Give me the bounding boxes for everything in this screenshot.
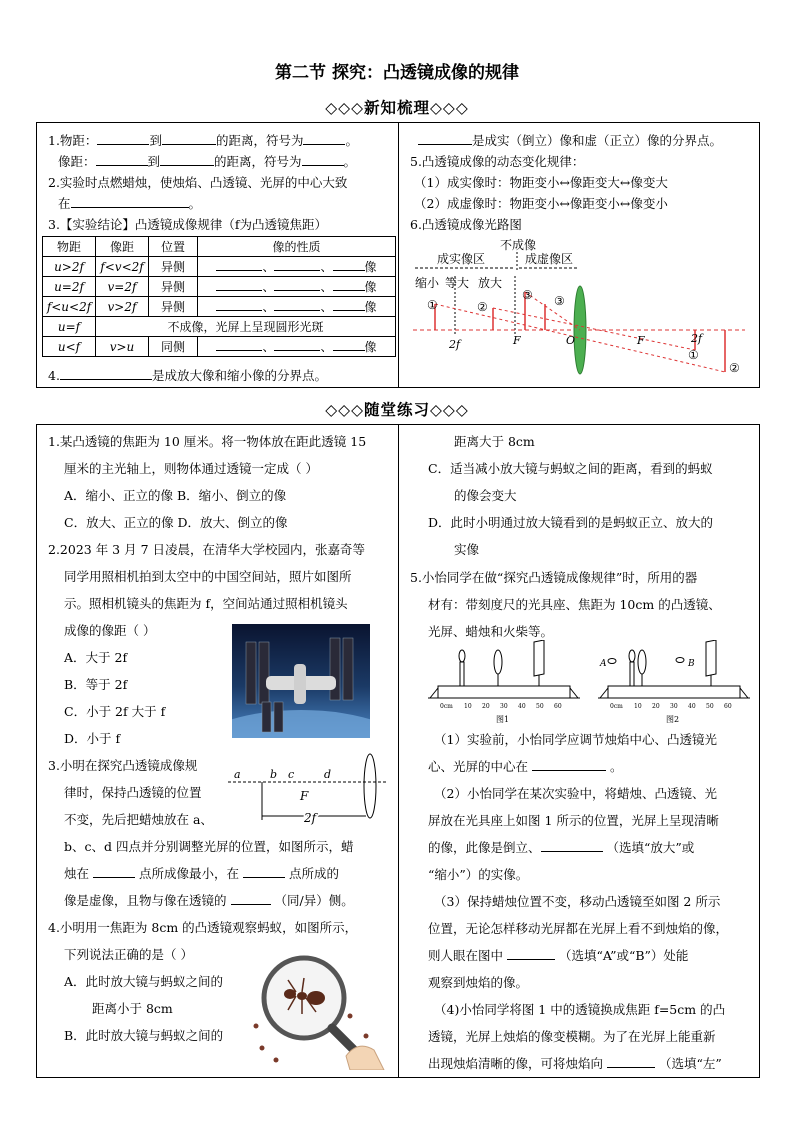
label-2f: 2f	[304, 811, 317, 825]
image-distance-label: 像距：	[58, 154, 96, 169]
header-image-property: 像的性质	[198, 237, 396, 257]
num-1: ①	[688, 348, 699, 362]
blank	[162, 132, 216, 145]
q5-4-fill	[428, 1050, 722, 1078]
table-row	[43, 257, 396, 277]
tick-label: 30	[500, 703, 508, 710]
cell-property	[198, 337, 396, 357]
blank	[333, 338, 365, 351]
text: 点所成像最小，在	[138, 866, 239, 881]
q5-3-line: （3）保持蜡烛位置不变，移动凸透镜至如图 2 所示	[434, 894, 721, 909]
table-row	[43, 277, 396, 297]
equal-label: 等大	[445, 276, 470, 290]
text: 则人眼在图中	[428, 948, 504, 963]
period: 。	[345, 133, 358, 148]
knowledge-line-3: 3.【实验结论】凸透镜成像规律（f为凸透镜焦距）	[48, 217, 328, 232]
answer-blank[interactable]	[532, 758, 606, 771]
q4-option: 实像	[454, 542, 480, 557]
header-object-distance: 物距	[43, 237, 96, 257]
answer-blank[interactable]	[243, 865, 285, 878]
q5-1-fill	[428, 753, 623, 781]
text: 像是虚像，且物与像在透镜的	[64, 893, 227, 908]
blank	[160, 153, 214, 166]
bench-leg	[600, 688, 608, 698]
sep: 、	[262, 260, 275, 274]
tick-label: 50	[536, 703, 544, 710]
num-1: ①	[427, 298, 438, 312]
q2-line: 同学用照相机拍到太空中的中国空间站，照片如图所	[64, 569, 352, 584]
imaging-rules-table	[42, 236, 396, 357]
figure-1	[428, 640, 580, 724]
q1-option: C．放大、正立的像 D．放大、倒立的像	[64, 515, 288, 530]
cell-property	[198, 277, 396, 297]
blank	[274, 338, 320, 351]
blank	[216, 258, 262, 271]
table-row	[43, 317, 396, 337]
knowledge-divider	[398, 122, 399, 387]
num-3: ③	[522, 288, 533, 302]
text: （选填“放大”或	[606, 840, 695, 855]
q2-line: 成像的像距（ ）	[64, 623, 156, 638]
flame-icon	[629, 650, 635, 662]
magnifier-ant-image	[246, 952, 392, 1070]
bench-leg	[740, 688, 748, 698]
knowledge-right-6: 6.凸透镜成像光路图	[410, 217, 522, 232]
sep: 、	[320, 300, 333, 314]
blank	[216, 338, 262, 351]
text: 烛在	[64, 866, 90, 881]
section-heading-knowledge: ◇◇◇新知梳理◇◇◇	[325, 99, 469, 117]
q1-line: 厘米的主光轴上，则物体通过透镜一定成（ ）	[64, 461, 318, 476]
boundary-real-virtual-text: 是成实（倒立）像和虚（正立）像的分界点。	[472, 133, 723, 148]
tick-label: 40	[688, 703, 696, 710]
blank	[333, 258, 365, 271]
tick-label: 60	[554, 703, 562, 710]
q2-line: 2.2023 年 3 月 7 日凌晨，在清华大学校园内，张嘉奇等	[48, 542, 366, 557]
num-2: ②	[477, 300, 488, 314]
object-distance-label: 1.物距：	[48, 133, 98, 148]
suffix: 像	[364, 280, 377, 294]
cell-merged: 不成像，光屏上呈现圆形光斑	[96, 317, 396, 337]
hand-icon	[346, 1046, 384, 1070]
q4-line: 下列说法正确的是（ ）	[64, 947, 193, 962]
knowledge-right-5a: （1）成实像时：物距变小↔像距变大↔像变大	[414, 175, 668, 190]
q4-option: A．此时放大镜与蚂蚁之间的	[64, 974, 224, 989]
q5-line: 材有：带刻度尺的光具座、焦距为 10cm 的凸透镜、	[428, 597, 721, 612]
blank	[216, 278, 262, 291]
cell-v: v=2f	[96, 277, 149, 297]
q5-2-line: 屏放在光具座上如图 1 所示的位置，光屏上呈现清晰	[428, 813, 719, 828]
cell-property	[198, 257, 396, 277]
tick-label: 10	[464, 703, 472, 710]
q5-1-line: （1）实验前，小怡同学应调节烛焰中心、凸透镜光	[434, 732, 717, 747]
answer-blank[interactable]	[607, 1055, 655, 1068]
blank	[60, 367, 152, 380]
point-b: b	[270, 768, 278, 781]
knowledge-line-4	[48, 367, 327, 385]
tick-label: 10	[634, 703, 642, 710]
q2-option: D．小于 f	[64, 731, 121, 746]
boundary-text: 是成放大像和缩小像的分界点。	[151, 368, 327, 383]
blank	[418, 132, 472, 145]
q5-2-line: “缩小”）的实像。	[428, 867, 529, 882]
ray	[525, 292, 580, 330]
answer-blank[interactable]	[93, 865, 135, 878]
section-heading-practice: ◇◇◇随堂练习◇◇◇	[325, 401, 469, 419]
text: （选填“A”或“B”）处能	[558, 948, 689, 963]
space-station-photo	[232, 624, 370, 738]
blank	[333, 298, 365, 311]
virtual-zone-label: 成虚像区	[525, 252, 574, 266]
real-zone-label: 成实像区	[437, 252, 486, 266]
bench-rail	[608, 686, 740, 698]
blank	[71, 195, 189, 208]
cell-property	[198, 297, 396, 317]
screen-icon	[706, 640, 716, 676]
q4-option: C．适当减小放大镜与蚂蚁之间的距离，看到的蚂蚁	[428, 461, 713, 476]
sep: 、	[320, 280, 333, 294]
q3-fill-line	[64, 860, 339, 888]
station-module-icon	[294, 664, 306, 704]
tick-label: 50	[706, 703, 714, 710]
knowledge-line-2: 2.实验时点燃蜡烛，使烛焰、凸透镜、光屏的中心大致	[48, 175, 348, 190]
bench-rail	[438, 686, 570, 698]
cell-pos: 异侧	[149, 297, 198, 317]
q4-option: 距离小于 8cm	[92, 1001, 173, 1016]
blank	[97, 132, 149, 145]
bench-leg	[430, 688, 438, 698]
label-O: O	[566, 334, 576, 347]
blank	[274, 278, 320, 291]
knowledge-right-1	[418, 132, 722, 150]
q3-line: 不变，先后把蜡烛放在 a、	[64, 812, 213, 827]
cell-u: u=f	[43, 317, 96, 337]
eye-icon	[608, 659, 616, 664]
blank	[302, 153, 344, 166]
ray	[493, 308, 695, 350]
at-text: 在	[58, 196, 71, 211]
lens-icon	[364, 754, 376, 818]
period: 。	[188, 196, 202, 211]
label-F: F	[637, 334, 645, 347]
eye-icon	[676, 658, 684, 663]
point-d: d	[324, 768, 332, 781]
candle-icon	[460, 662, 464, 686]
sep: 、	[320, 340, 333, 354]
header-position: 位置	[149, 237, 198, 257]
q1-line: 1.某凸透镜的焦距为 10 厘米。将一物体放在距此透镜 15	[48, 434, 367, 449]
figure-1-label: 图1	[496, 715, 510, 724]
knowledge-line-1	[48, 132, 358, 150]
knowledge-right-5b: （2）成虚像时：物距变小↔像距变小↔像变小	[414, 196, 668, 211]
to-text: 到	[147, 154, 161, 169]
suffix: 像	[364, 300, 377, 314]
cell-u: f<u<2f	[43, 297, 96, 317]
large-label: 放大	[478, 276, 503, 290]
suffix: 像	[364, 260, 377, 274]
header-image-distance: 像距	[96, 237, 149, 257]
text: 。	[609, 759, 623, 774]
flame-icon	[459, 650, 465, 662]
answer-blank[interactable]	[231, 892, 271, 905]
sep: 、	[262, 300, 275, 314]
blank	[274, 258, 320, 271]
cell-pos: 同侧	[149, 337, 198, 357]
cell-v: v>u	[96, 337, 149, 357]
text: 出现烛焰清晰的像，可将烛焰向	[428, 1056, 604, 1071]
small-label: 缩小	[415, 276, 440, 290]
no-image-label: 不成像	[500, 238, 537, 252]
suffix: 像	[364, 340, 377, 354]
point-c: c	[288, 768, 295, 781]
tick-label: 0cm	[610, 703, 623, 710]
answer-blank[interactable]	[507, 947, 555, 960]
q5-2-fill	[428, 834, 694, 862]
answer-blank[interactable]	[541, 839, 603, 852]
cell-u: u<f	[43, 337, 96, 357]
symbol-text: 的距离，符号为	[214, 154, 302, 169]
cell-u: u=2f	[43, 277, 96, 297]
to-text: 到	[149, 133, 162, 148]
q4-option: D．此时小明通过放大镜看到的是蚂蚁正立、放大的	[428, 515, 714, 530]
tick-label: 0cm	[440, 703, 453, 710]
cell-pos: 异侧	[149, 257, 198, 277]
point-B: B	[688, 659, 695, 669]
q2-option: B．等于 2f	[64, 677, 128, 692]
point-A: A	[600, 659, 607, 669]
magnifier-handle-icon	[332, 1028, 356, 1052]
text: 点所成的	[288, 866, 339, 881]
q3-line: 律时，保持凸透镜的位置	[64, 785, 202, 800]
q2-option: A．大于 2f	[64, 650, 128, 665]
cell-v: f<v<2f	[96, 257, 149, 277]
cell-pos: 异侧	[149, 277, 198, 297]
table-row	[43, 297, 396, 317]
candle-icon	[630, 662, 634, 686]
q4-line: 4.小明用一焦距为 8cm 的凸透镜观察蚂蚁，如图所示，	[48, 920, 358, 935]
num-2: ②	[729, 361, 740, 375]
label-F: F	[513, 334, 521, 347]
q1-option: A．缩小、正立的像 B．缩小、倒立的像	[64, 488, 287, 503]
cell-u: u>2f	[43, 257, 96, 277]
q5-line: 5.小怡同学在做“探究凸透镜成像规律”时，所用的器	[410, 570, 698, 585]
knowledge-line-2b	[58, 195, 201, 213]
tick-label: 60	[724, 703, 732, 710]
q3-line: 3.小明在探究凸透镜成像规	[48, 758, 198, 773]
tick-label: 20	[482, 703, 490, 710]
lens-icon	[638, 650, 646, 674]
tick-label: 30	[670, 703, 678, 710]
text: 心、光屏的中心在	[428, 759, 529, 774]
q5-3-fill	[428, 942, 688, 970]
label-2f: 2f	[691, 332, 703, 345]
text: （同/异）侧。	[274, 893, 354, 908]
label-2f: 2f	[449, 338, 461, 351]
q4-option: 的像会变大	[454, 488, 517, 503]
knowledge-line-1b	[58, 153, 356, 171]
blank	[274, 298, 320, 311]
point-a: a	[234, 768, 241, 781]
q3-fill-line	[64, 887, 354, 915]
figure-2	[598, 640, 750, 724]
q5-3-line: 观察到烛焰的像。	[428, 975, 529, 990]
table-header-row	[43, 237, 396, 257]
bench-leg	[570, 688, 578, 698]
q2-option: C．小于 2f 大于 f	[64, 704, 166, 719]
q5-4-line: 透镜，光屏上烛焰的像变模糊。为了在光屏上能重新	[428, 1029, 716, 1044]
optical-bench-figures	[426, 640, 754, 726]
item-number: 4.	[48, 368, 60, 383]
table-row	[43, 337, 396, 357]
blank	[96, 153, 148, 166]
q4-option: 距离大于 8cm	[454, 434, 535, 449]
tick-label: 20	[652, 703, 660, 710]
sep: 、	[320, 260, 333, 274]
blank	[333, 278, 365, 291]
lens-icon	[494, 650, 502, 674]
q2-line: 示。照相机镜头的焦距为 f，空间站通过照相机镜头	[64, 596, 348, 611]
cell-v: v>2f	[96, 297, 149, 317]
q5-2-line: （2）小怡同学在某次实验中，将蜡烛、凸透镜、光	[434, 786, 717, 801]
lens-points-diagram	[226, 752, 388, 826]
num-3: ③	[554, 294, 565, 308]
focus-F: F	[300, 789, 309, 803]
sep: 、	[262, 280, 275, 294]
screen-icon	[534, 640, 544, 676]
lens-ray-diagram	[405, 232, 755, 384]
knowledge-right-5: 5.凸透镜成像的动态变化规律：	[410, 154, 585, 169]
tick-label: 40	[518, 703, 526, 710]
page-title: 第二节 探究：凸透镜成像的规律	[275, 63, 519, 83]
q5-line: 光屏、蜡烛和火柴等。	[428, 624, 554, 639]
practice-divider	[398, 424, 399, 1077]
q3-line: b、c、d 四点并分别调整光屏的位置，如图所示，蜡	[64, 839, 354, 854]
q4-option: B．此时放大镜与蚂蚁之间的	[64, 1028, 224, 1043]
period: 。	[343, 154, 357, 169]
q5-4-line: （4)小怡同学将图 1 中的透镜换成焦距 f=5cm 的凸	[434, 1002, 726, 1017]
text: （选填“左”	[658, 1056, 722, 1071]
sep: 、	[262, 340, 275, 354]
blank	[216, 298, 262, 311]
text: 的像，此像是倒立、	[428, 840, 541, 855]
blank	[303, 132, 345, 145]
symbol-text: 的距离，符号为	[215, 133, 304, 148]
q5-3-line: 位置，无论怎样移动光屏都在光屏上看不到烛焰的像，	[428, 921, 729, 936]
figure-2-label: 图2	[666, 715, 680, 724]
